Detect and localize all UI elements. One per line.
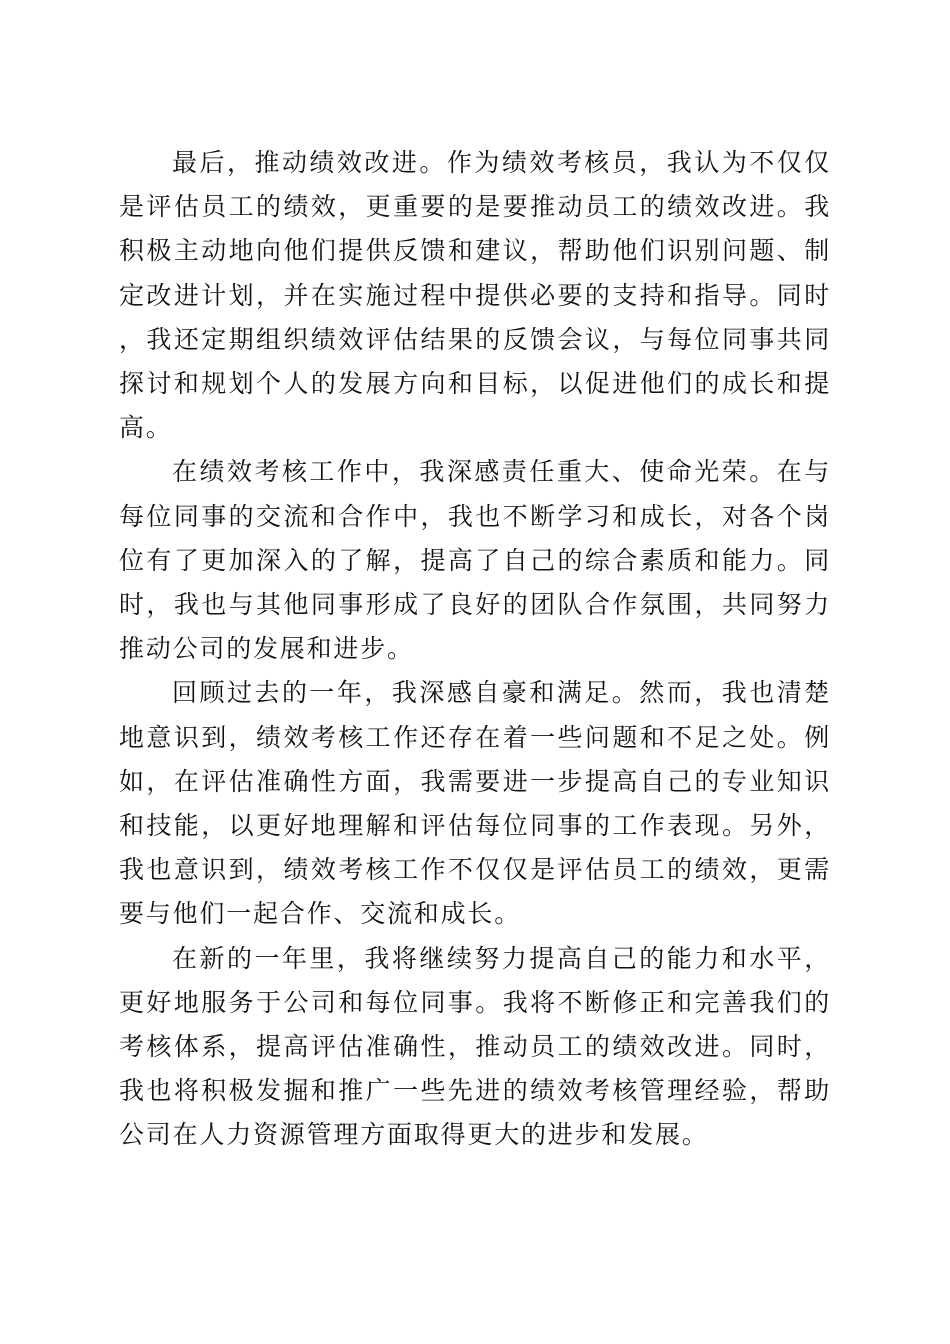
paragraph-new-year-plan: 在新的一年里，我将继续努力提高自己的能力和水平，更好地服务于公司和每位同事。我将不断修正和完善我们的考核体系，提高评估准确性，推动员工的绩效改进。同时，我也将积极发掘和推广一些先进的绩效考核管理经验，帮助公司在人力资源管理方面取得更大的进步和发展。 <box>119 943 831 1150</box>
paragraph-review: 回顾过去的一年，我深感自豪和满足。然而，我也清楚地意识到，绩效考核工作还存在着一些问题和不足之处。例如，在评估准确性方面，我需要进一步提高自己的专业知识和技能，以更好地理解和评估每位同事的工作表现。另外，我也意识到，绩效考核工作不仅仅是评估员工的绩效，更需要与他们一起合作、交流和成长。 <box>119 678 831 929</box>
paragraph-responsibility: 在绩效考核工作中，我深感责任重大、使命光荣。在与每位同事的交流和合作中，我也不断学习和成长，对各个岗位有了更加深入的了解，提高了自己的综合素质和能力。同时，我也与其他同事形成了良好的团队合作氛围，共同努力推动公司的发展和进步。 <box>119 457 831 664</box>
paragraph-performance-improvement: 最后，推动绩效改进。作为绩效考核员，我认为不仅仅是评估员工的绩效，更重要的是要推动员工的绩效改进。我积极主动地向他们提供反馈和建议，帮助他们识别问题、制定改进计划，并在实施过程中提供必要的支持和指导。同时，我还定期组织绩效评估结果的反馈会议，与每位同事共同探讨和规划个人的发展方向和目标，以促进他们的成长和提高。 <box>119 148 831 443</box>
document-body <box>119 141 831 1158</box>
